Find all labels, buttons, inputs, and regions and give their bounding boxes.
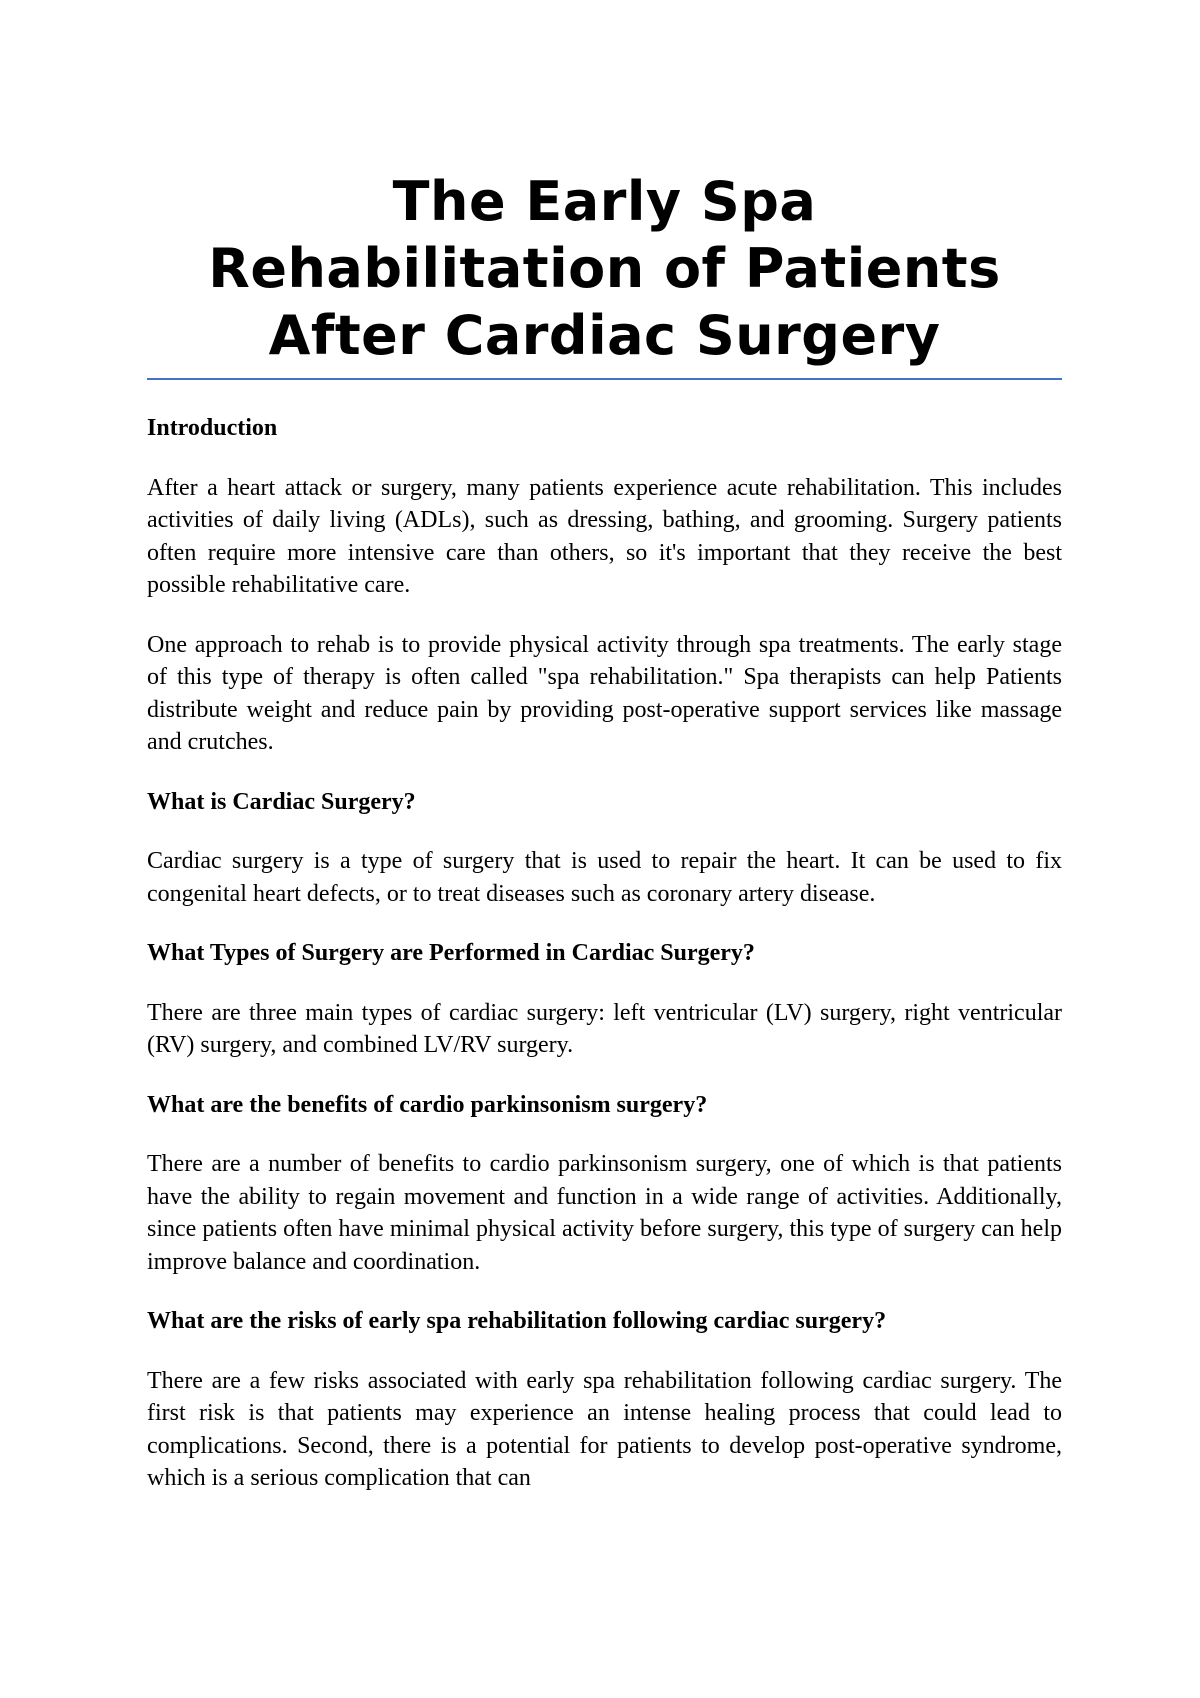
paragraph-types-of-surgery: There are three main types of cardiac surgery: left ventricular (LV) surgery, right ventricular (RV) surgery, and combined LV/RV surgery. xyxy=(147,999,1062,1058)
title-line-3: After Cardiac Surgery xyxy=(268,304,941,367)
section-heading-risks: What are the risks of early spa rehabilitation following cardiac surgery? xyxy=(147,1308,887,1334)
paragraph-introduction-2: One approach to rehab is to provide physical activity through spa treatments. The early stage of this type of therapy is often called "spa rehabilitation." Spa therapists can help Patients distribute weight and reduce pain by providing post-operative support services like massage and crutches. xyxy=(147,631,1062,755)
section-heading-introduction: Introduction xyxy=(147,415,278,441)
paragraph-introduction-1: After a heart attack or surgery, many patients experience acute rehabilitation. This includes activities of daily living (ADLs), such as dressing, bathing, and grooming. Surgery patients often require more intensive care than others, so it's important that they receive the best possible rehabilitative care. xyxy=(147,474,1062,598)
paragraph-risks: There are a few risks associated with early spa rehabilitation following cardiac surgery. The first risk is that patients may experience an intense healing process that could lead to complications. Second, there is a potential for patients to develop post-operative syndrome, which is a serious complication that can xyxy=(147,1367,1062,1491)
paragraph-what-is-cardiac-surgery: Cardiac surgery is a type of surgery that is used to repair the heart. It can be used to fix congenital heart defects, or to treat diseases such as coronary artery disease. xyxy=(147,848,1062,907)
section-heading-types-of-surgery: What Types of Surgery are Performed in Cardiac Surgery? xyxy=(147,940,755,966)
title-line-2: Rehabilitation of Patients xyxy=(208,237,1001,300)
paragraph-benefits: There are a number of benefits to cardio parkinsonism surgery, one of which is that patients have the ability to regain movement and function in a wide range of activities. Additionally, since patients often have minimal physical activity before surgery, this type of surgery can help improve balance and coordination. xyxy=(147,1151,1062,1275)
section-heading-what-is-cardiac-surgery: What is Cardiac Surgery? xyxy=(147,788,416,815)
document-body xyxy=(147,412,1062,1495)
page-title xyxy=(147,168,1062,369)
title-divider xyxy=(147,378,1062,380)
title-line-1: The Early Spa xyxy=(392,170,817,233)
section-heading-benefits: What are the benefits of cardio parkinsonism surgery? xyxy=(147,1091,708,1118)
document-page xyxy=(147,0,1062,1495)
